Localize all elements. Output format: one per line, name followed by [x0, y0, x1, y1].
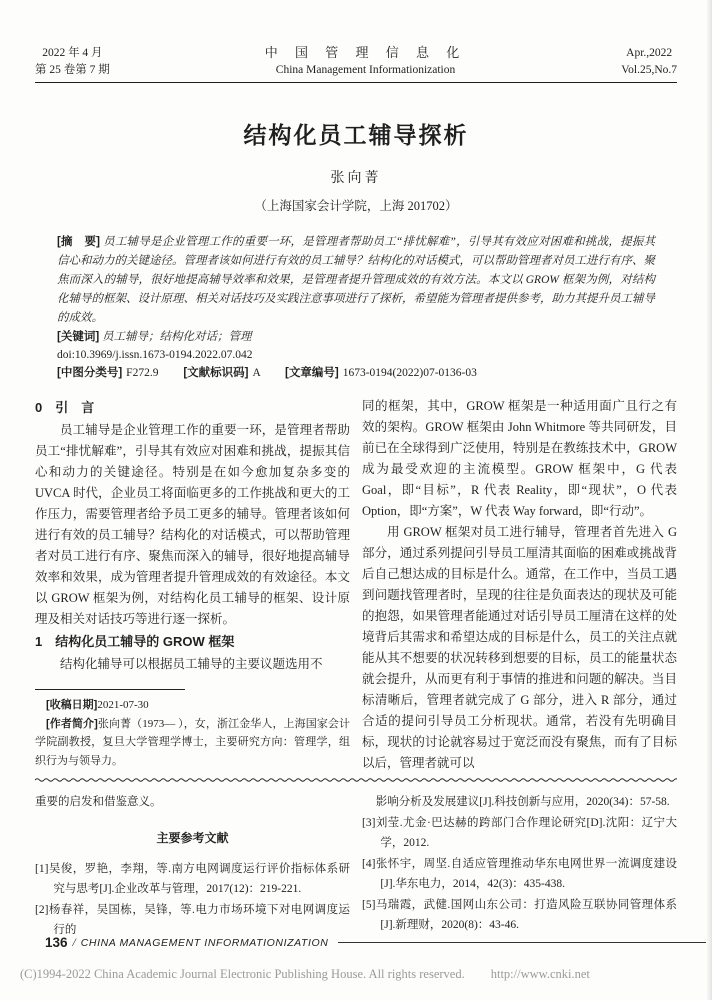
keywords-label: [关键词] [57, 331, 100, 343]
footer-journal-name: CHINA MANAGEMENT INFORMATIONIZATION [80, 936, 329, 949]
header-vol-en: Vol.25,No.7 [621, 64, 677, 76]
copyright-line [20, 967, 698, 982]
right-column [362, 396, 677, 770]
classification-line [57, 364, 655, 383]
bio-label: [作者简介] [46, 717, 98, 730]
body-columns [35, 396, 677, 770]
journal-name-en: China Management Informationization [275, 64, 456, 76]
references-columns [35, 792, 677, 942]
references-right-column [362, 792, 677, 942]
reference-item: [2]杨春祥，吴国栋，吴锋，等.电力市场环境下对电网调度运行的 [35, 903, 350, 936]
bio-text: 张向菁（1973— ），女，浙江金华人，上海国家会计学院副教授，复旦大学管理学博士，主要研究方向：管理学，组织行为与领导力。 [35, 717, 351, 767]
article-affiliation: （上海国家会计学院，上海 201702） [254, 199, 458, 213]
reference-continuation: 影响分析及发展建议[J].科技创新与应用，2020(34)：57-58. [375, 796, 670, 808]
footer-rule [338, 942, 706, 943]
right-paragraph-1: 同的框架，其中，GROW 框架是一种适用面广且行之有效的架构。GROW 框架由 John Whitmore 等共同研发，目前已在全球得到广泛使用，特别是在教练技术中，GROW 成为最受欢迎的主流模型。GROW 框架中，G 代表 Goal，即“目标”，R 代表 Reality，即“现状”，O 代表 Option，即“方案”，W 代表 Way forward，即“行动”。 [362, 399, 677, 518]
abstract-block [57, 233, 655, 383]
doc-code-label: [文献标识码] [183, 367, 249, 379]
section-heading-grow: 1 结构化员工辅导的 GROW 框架 [35, 634, 235, 649]
header-date-cn: 2022 年 4 月 [42, 47, 103, 59]
doc-code-value: A [252, 367, 261, 379]
right-paragraph-2: 用 GROW 框架对员工进行辅导，管理者首先进入 G 部分，通过系列提问引导员工厘清其面临的困难或挑战背后自己想达成的目标是什么。通常，在工作中，当员工遇到问题找管理者时，呈现的往往是负面表达的现状及可能的抱怨，如果管理者能通过对话引导员工厘清在这样的处境背后其需求和希望达成的目标是什么，员工的关注点就能从其不想要的状况转移到想要的目标，员工的能量状态就会提升，从而更有利于事情的推进和问题的解决。当目标清晰后，管理者就完成了 G 部分，进入 R 部分，通过合适的提问引导员工分析现状。通常，若没有先明确目标，现状的讨论就容易过于宽泛而没有聚焦，而有了目标以后，管理者就可以 [362, 525, 677, 770]
abstract-text: 员工辅导是企业管理工作的重要一环，是管理者帮助员工“排忧解难”，引导其有效应对困难和挑战，提振其信心和动力的关键途径。管理者该如何进行有效的员工辅导？结构化的对话模式，可以帮助管理者对员工进行有序、聚焦而深入的辅导，很好地提高辅导效率和效果，是管理者提升管理成效的有效方法。本文以 GROW 框架为例，对结构化辅导的框架、设计原理、相关对话技巧及实践注意事项进行了探析，希望能为管理者提供参考，助力其提升员工辅导的成效。 [57, 236, 655, 324]
section1-paragraph: 结构化辅导可以根据员工辅导的主要议题选用不 [60, 657, 323, 671]
reference-item: [4]张怀宇，周坚.自适应管理推动华东电网世界一流调度建设[J].华东电力，2014，42(3)：435-438. [362, 857, 677, 890]
leftover-sentence: 重要的启发和借鉴意义。 [35, 796, 162, 808]
header-rule [35, 82, 677, 83]
references-left-column [35, 792, 350, 942]
doi-line: doi:10.3969/j.issn.1673-0194.2022.07.042 [57, 349, 253, 361]
section-heading-intro: 0 引 言 [35, 400, 95, 415]
received-label: [收稿日期] [46, 699, 98, 711]
left-column [35, 396, 350, 770]
intro-paragraph: 员工辅导是企业管理工作的重要一环，是管理者帮助员工“排忧解难”，引导其有效应对困难和挑战，提振其信心和动力的关键途径。特别是在如今愈加复杂多变的 UVCA 时代，企业员工将面临更多的工作挑战和更大的工作压力，需要管理者给予员工更多的辅导。管理者该如何进行有效的员工辅导？结构化的对话模式，可以帮助管理者对员工进行有序、聚焦而深入的辅导，很好地提高辅导效率和效果，成为管理者提升管理成效的有效途径。本文以 GROW 框架为例，对结构化员工辅导的框架、设计原理及相关对话技巧等进行逐一探析。 [35, 423, 350, 626]
article-no-label: [文章编号] [285, 367, 339, 379]
article-title: 结构化员工辅导探析 [243, 123, 469, 148]
header-issue-cn: 第 25 卷第 7 期 [35, 64, 110, 76]
references-heading: 主要参考文献 [156, 830, 229, 845]
footnote-rule [35, 689, 185, 690]
copyright-text: (C)1994-2022 China Academic Journal Electronic Publishing House. All rights reserved. [20, 967, 465, 981]
keywords-text: 员工辅导；结构化对话；管理 [102, 331, 252, 343]
abstract-paragraph [57, 233, 655, 328]
keywords-line [57, 328, 655, 347]
wavy-divider [35, 777, 677, 783]
received-date-line [35, 696, 350, 715]
journal-name-cn: 中 国 管 理 信 息 化 [264, 45, 467, 60]
header-issue-block [35, 45, 110, 79]
abstract-label: [摘 要] [57, 236, 101, 248]
page-number: 136 [45, 935, 68, 950]
header-volume-block [621, 45, 677, 79]
running-footer [45, 935, 706, 950]
clc-label: [中图分类号] [57, 367, 123, 379]
cnki-url: http://www.cnki.net [490, 967, 590, 981]
footer-separator: / [72, 936, 76, 949]
article-no-value: 1673-0194(2022)07-0136-03 [342, 367, 477, 379]
reference-item: [3]刘莹.尤金·巴达赫的跨部门合作理论研究[D].沈阳：辽宁大学，2012. [362, 816, 677, 849]
clc-value: F272.9 [126, 367, 159, 379]
reference-item: [5]马瑞霞，武健.国网山东公司：打造风险互联协同管理体系[J].新理财，2020(8)：43-46. [362, 898, 677, 931]
received-value: 2021-07-30 [97, 699, 149, 711]
author-bio-line [35, 715, 350, 771]
author-footnote [35, 689, 350, 770]
journal-header [35, 0, 677, 79]
reference-item: [1]吴俊，罗艳，李翔，等.南方电网调度运行评价指标体系研究与思考[J].企业改革与管理，2017(12)：219-221. [35, 862, 350, 895]
header-date-en: Apr.,2022 [626, 47, 673, 59]
header-journal-block [265, 44, 467, 79]
article-author: 张向菁 [330, 171, 382, 186]
